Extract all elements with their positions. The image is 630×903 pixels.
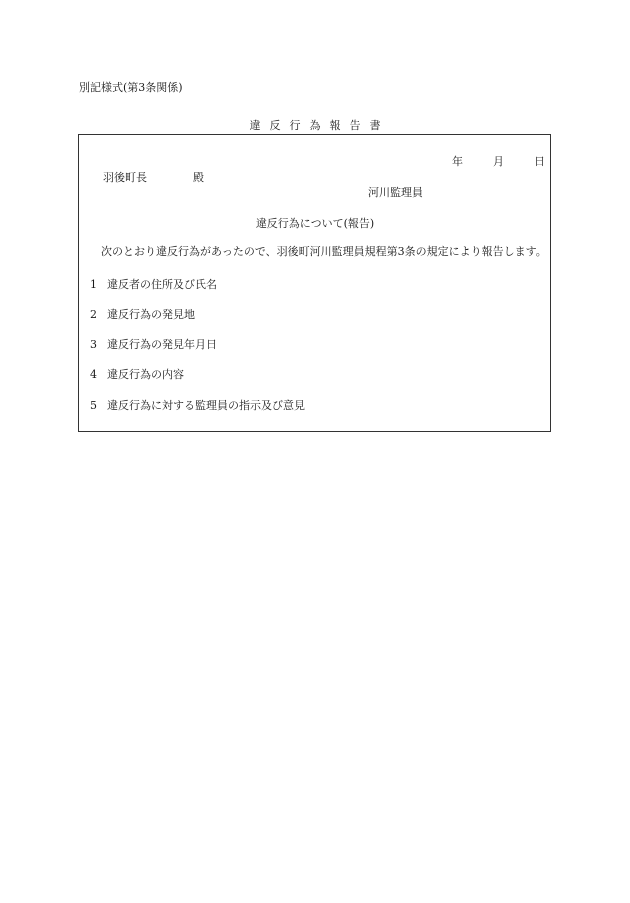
addressee <box>103 172 204 183</box>
item-number: 5 <box>90 399 97 412</box>
item-label: 違反者の住所及び氏名 <box>107 278 217 291</box>
item-number: 2 <box>90 308 97 321</box>
date-year-label: 年 <box>452 155 463 168</box>
item-label: 違反行為に対する監理員の指示及び意見 <box>107 399 305 412</box>
date-month-label: 月 <box>493 155 504 168</box>
list-item <box>90 369 184 380</box>
item-number: 3 <box>90 338 97 351</box>
item-label: 違反行為の発見地 <box>107 308 195 321</box>
addressee-honorific: 殿 <box>193 171 204 184</box>
document-title: 違反行為報告書 <box>249 119 390 132</box>
form-label: 別記様式(第3条関係) <box>79 81 183 94</box>
list-item <box>90 279 217 290</box>
item-label: 違反行為の発見年月日 <box>107 338 217 351</box>
subject-line: 違反行為について(報告) <box>255 217 375 230</box>
list-item <box>90 339 217 350</box>
list-item <box>90 400 305 411</box>
item-label: 違反行為の内容 <box>107 368 184 381</box>
addressee-name: 羽後町長 <box>103 171 147 184</box>
list-item <box>90 309 195 320</box>
item-number: 4 <box>90 368 97 381</box>
item-number: 1 <box>90 278 97 291</box>
date-day-label: 日 <box>534 155 545 168</box>
body-paragraph: 次のとおり違反行為があったので、羽後町河川監理員規程第3条の規定により報告します。 <box>101 245 547 258</box>
sender: 河川監理員 <box>368 186 423 199</box>
date-line <box>452 156 545 167</box>
